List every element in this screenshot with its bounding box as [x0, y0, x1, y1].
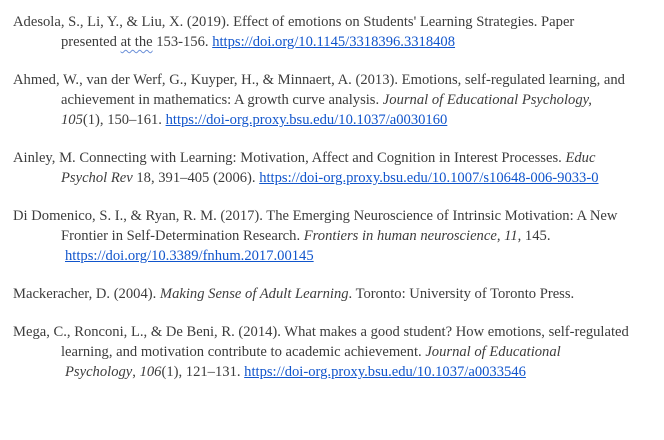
reference-line	[13, 70, 625, 90]
journal-title: Psychol Rev	[61, 170, 133, 186]
reference-text: , 145.	[517, 228, 551, 244]
reference-text: ,	[132, 364, 140, 380]
reference-text: Mega, C., Ronconi, L., & De Beni, R. (2014). What makes a good student? How emotions, self-regulated	[13, 324, 629, 340]
spellcheck-flagged-text[interactable]: at the	[120, 34, 153, 50]
reference-line	[65, 362, 526, 382]
reference-text: (1), 150–161.	[82, 112, 166, 128]
reference-line	[13, 206, 617, 226]
reference-text: Ahmed, W., van der Werf, G., Kuyper, H., & Minnaert, A. (2013). Emotions, self-regulated learning, and	[13, 72, 625, 88]
reference-line	[13, 284, 574, 304]
doi-link[interactable]: https://doi-org.proxy.bsu.edu/10.1007/s10648-006-9033-0	[259, 170, 599, 186]
doi-link[interactable]: https://doi-org.proxy.bsu.edu/10.1037/a0030160	[165, 112, 448, 128]
reference-text: learning, and motivation contribute to academic achievement.	[61, 344, 426, 360]
reference-line	[61, 226, 550, 246]
volume-number: 106	[139, 364, 162, 380]
reference-text: achievement in mathematics: A growth curve analysis.	[61, 92, 383, 108]
journal-title: Psychology	[65, 364, 133, 380]
reference-text: 153-156.	[152, 34, 213, 50]
volume-number: 105	[61, 112, 83, 128]
reference-line	[13, 148, 595, 168]
reference-text: (1), 121–131.	[161, 364, 245, 380]
doi-link[interactable]: https://doi-org.proxy.bsu.edu/10.1037/a0033546	[244, 364, 526, 380]
reference-line	[61, 90, 592, 110]
reference-line	[13, 322, 629, 342]
doi-link[interactable]: https://doi.org/10.1145/3318396.3318408	[212, 34, 456, 50]
journal-title: Journal of Educational Psychology,	[382, 92, 592, 108]
reference-text: Ainley, M. Connecting with Learning: Motivation, Affect and Cognition in Interest Processes.	[13, 150, 566, 166]
reference-line	[61, 342, 561, 362]
reference-text: . Toronto: University of Toronto Press.	[348, 286, 575, 302]
reference-line	[61, 110, 447, 130]
reference-line	[65, 246, 314, 266]
reference-line	[61, 168, 599, 188]
book-title: Making Sense of Adult Learning	[159, 286, 349, 302]
reference-line	[61, 32, 455, 52]
reference-text: ,	[496, 228, 505, 244]
reference-text: presented	[61, 34, 121, 50]
journal-title: Journal of Educational	[425, 344, 561, 360]
journal-title: Frontiers in human neuroscience	[303, 228, 497, 244]
reference-text: Di Domenico, S. I., & Ryan, R. M. (2017). The Emerging Neuroscience of Intrinsic Motivation: A New	[13, 208, 618, 224]
reference-text: 18, 391–405 (2006).	[132, 170, 260, 186]
reference-line	[13, 12, 574, 32]
doi-link[interactable]: https://doi.org/10.3389/fnhum.2017.00145	[65, 248, 314, 264]
reference-text: Adesola, S., Li, Y., & Liu, X. (2019). Effect of emotions on Students' Learning Strategies. Paper	[13, 14, 575, 30]
reference-text: Frontier in Self-Determination Research.	[61, 228, 304, 244]
journal-title: Educ	[565, 150, 596, 166]
reference-text: Mackeracher, D. (2004).	[13, 286, 160, 302]
volume-number: 11	[504, 228, 518, 244]
